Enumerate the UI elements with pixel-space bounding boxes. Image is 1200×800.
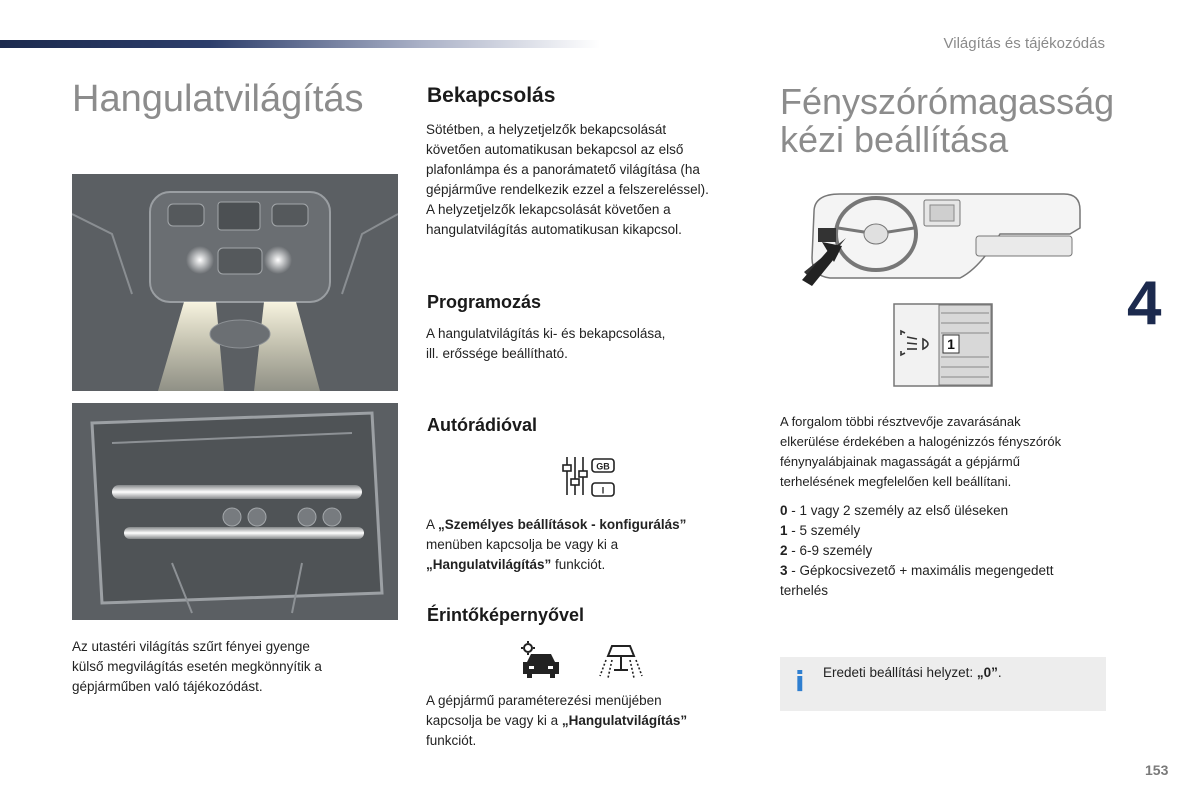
- heading-programozas: Programozás: [427, 292, 542, 312]
- setting-item: [780, 541, 1054, 561]
- setting-key: 2: [780, 543, 788, 558]
- info-box: [780, 657, 1106, 711]
- text-line: [426, 515, 686, 535]
- chapter-number: 4: [1127, 269, 1162, 338]
- panoramic-roof-illustration: [72, 403, 398, 620]
- info-default-value: „0”: [976, 665, 998, 680]
- caption-line: külső megvilágítás esetén megkönnyítik a: [72, 659, 322, 674]
- text-suffix: funkciót.: [551, 557, 606, 572]
- setting-item: [780, 501, 1054, 521]
- car-settings-icon: [519, 640, 563, 682]
- radio-icon-gb-label: GB: [596, 461, 610, 472]
- dial-value: 1: [947, 336, 955, 352]
- info-text-prefix: Eredeti beállítási helyzet:: [823, 665, 977, 680]
- text-line: követően automatikusan bekapcsol az első: [426, 142, 684, 157]
- info-text-suffix: .: [997, 665, 1002, 680]
- left-caption: [72, 637, 322, 697]
- setting-key: 3: [780, 563, 788, 578]
- text-line: plafonlámpa és a panorámatető világítása (ha: [426, 162, 700, 177]
- text-line: ill. erőssége beállítható.: [426, 346, 568, 361]
- right-title-line2: kézi beállítása: [780, 118, 1009, 160]
- text-prefix: A: [426, 517, 439, 532]
- ceiling-lamp-drawing: [72, 174, 398, 391]
- chapter-title: Világítás és tájékozódás: [943, 35, 1105, 52]
- text-line: funkciót.: [426, 733, 477, 748]
- radio-settings-icon: [560, 453, 620, 501]
- heading-autoradioval: Autórádióval: [427, 415, 538, 435]
- caption-line: gépjárműben való tájékozódást.: [72, 679, 263, 694]
- text-line: A forgalom többi résztvevője zavarásának: [780, 414, 1021, 429]
- text-prefix: kapcsolja be vagy ki a: [426, 713, 562, 728]
- ambient-lamp-icon: [596, 640, 646, 682]
- bekapcsolas-text: [426, 120, 709, 240]
- function-name: „Hangulatvilágítás”: [426, 557, 552, 572]
- setting-key: 1: [780, 523, 788, 538]
- headlamp-dial-illustration: [893, 303, 993, 387]
- text-line: [426, 711, 687, 731]
- text-line: terhelésének megfelelően kell beállítani.: [780, 474, 1012, 489]
- setting-text: - 5 személy: [787, 523, 861, 538]
- autoradio-text: [426, 515, 686, 575]
- menu-name: „Személyes beállítások - konfigurálás”: [438, 517, 687, 532]
- text-line: A hangulatvilágítás ki- és bekapcsolása,: [426, 326, 666, 341]
- setting-item: [780, 521, 1054, 541]
- info-text: [823, 663, 1002, 683]
- text-line: menüben kapcsolja be vagy ki a: [426, 537, 619, 552]
- text-line: A helyzetjelzők lekapcsolását követően a: [426, 202, 671, 217]
- dashboard-illustration: [800, 188, 1084, 288]
- text-line: elkerülése érdekében a halogénizzós fényszórók: [780, 434, 1062, 449]
- page-number: 153: [1145, 762, 1169, 778]
- setting-text: - 1 vagy 2 személy az első üléseken: [787, 503, 1009, 518]
- text-line: fénynyalábjainak magasságát a gépjármű: [780, 454, 1020, 469]
- text-line: hangulatvilágítás automatikusan kikapcsol.: [426, 222, 682, 237]
- right-title-line1: Fényszórómagasság: [780, 81, 1115, 122]
- setting-continuation: terhelés: [780, 583, 829, 598]
- radio-icon-i-label: I: [601, 485, 605, 496]
- ceiling-lamp-illustration: [72, 174, 398, 391]
- header-bar: [0, 40, 600, 48]
- caption-line: Az utastéri világítás szűrt fényei gyenge: [72, 639, 310, 654]
- setting-text: - Gépkocsivezető + maximális megengedett: [787, 563, 1054, 578]
- heading-erintokepernyovel: Érintőképernyővel: [427, 605, 585, 625]
- headlamp-settings-list: [780, 501, 1054, 601]
- text-line: Sötétben, a helyzetjelzők bekapcsolását: [426, 122, 667, 137]
- setting-key: 0: [780, 503, 788, 518]
- text-line: A gépjármű paraméterezési menüjében: [426, 693, 662, 708]
- function-name: „Hangulatvilágítás”: [561, 713, 688, 728]
- programozas-text: [426, 324, 665, 364]
- text-line: [426, 555, 686, 575]
- heading-bekapcsolas: Bekapcsolás: [427, 84, 556, 107]
- info-icon: i: [795, 665, 805, 698]
- text-line: gépjárműve rendelkezik ezzel a felszereléssel).: [426, 182, 709, 197]
- setting-item: [780, 561, 1054, 581]
- left-title: Hangulatvilágítás: [72, 78, 364, 120]
- panoramic-roof-drawing: [72, 403, 398, 620]
- setting-text: - 6-9 személy: [787, 543, 873, 558]
- headlamp-intro: [780, 412, 1061, 492]
- touchscreen-text: [426, 691, 687, 751]
- right-title: [780, 83, 1114, 159]
